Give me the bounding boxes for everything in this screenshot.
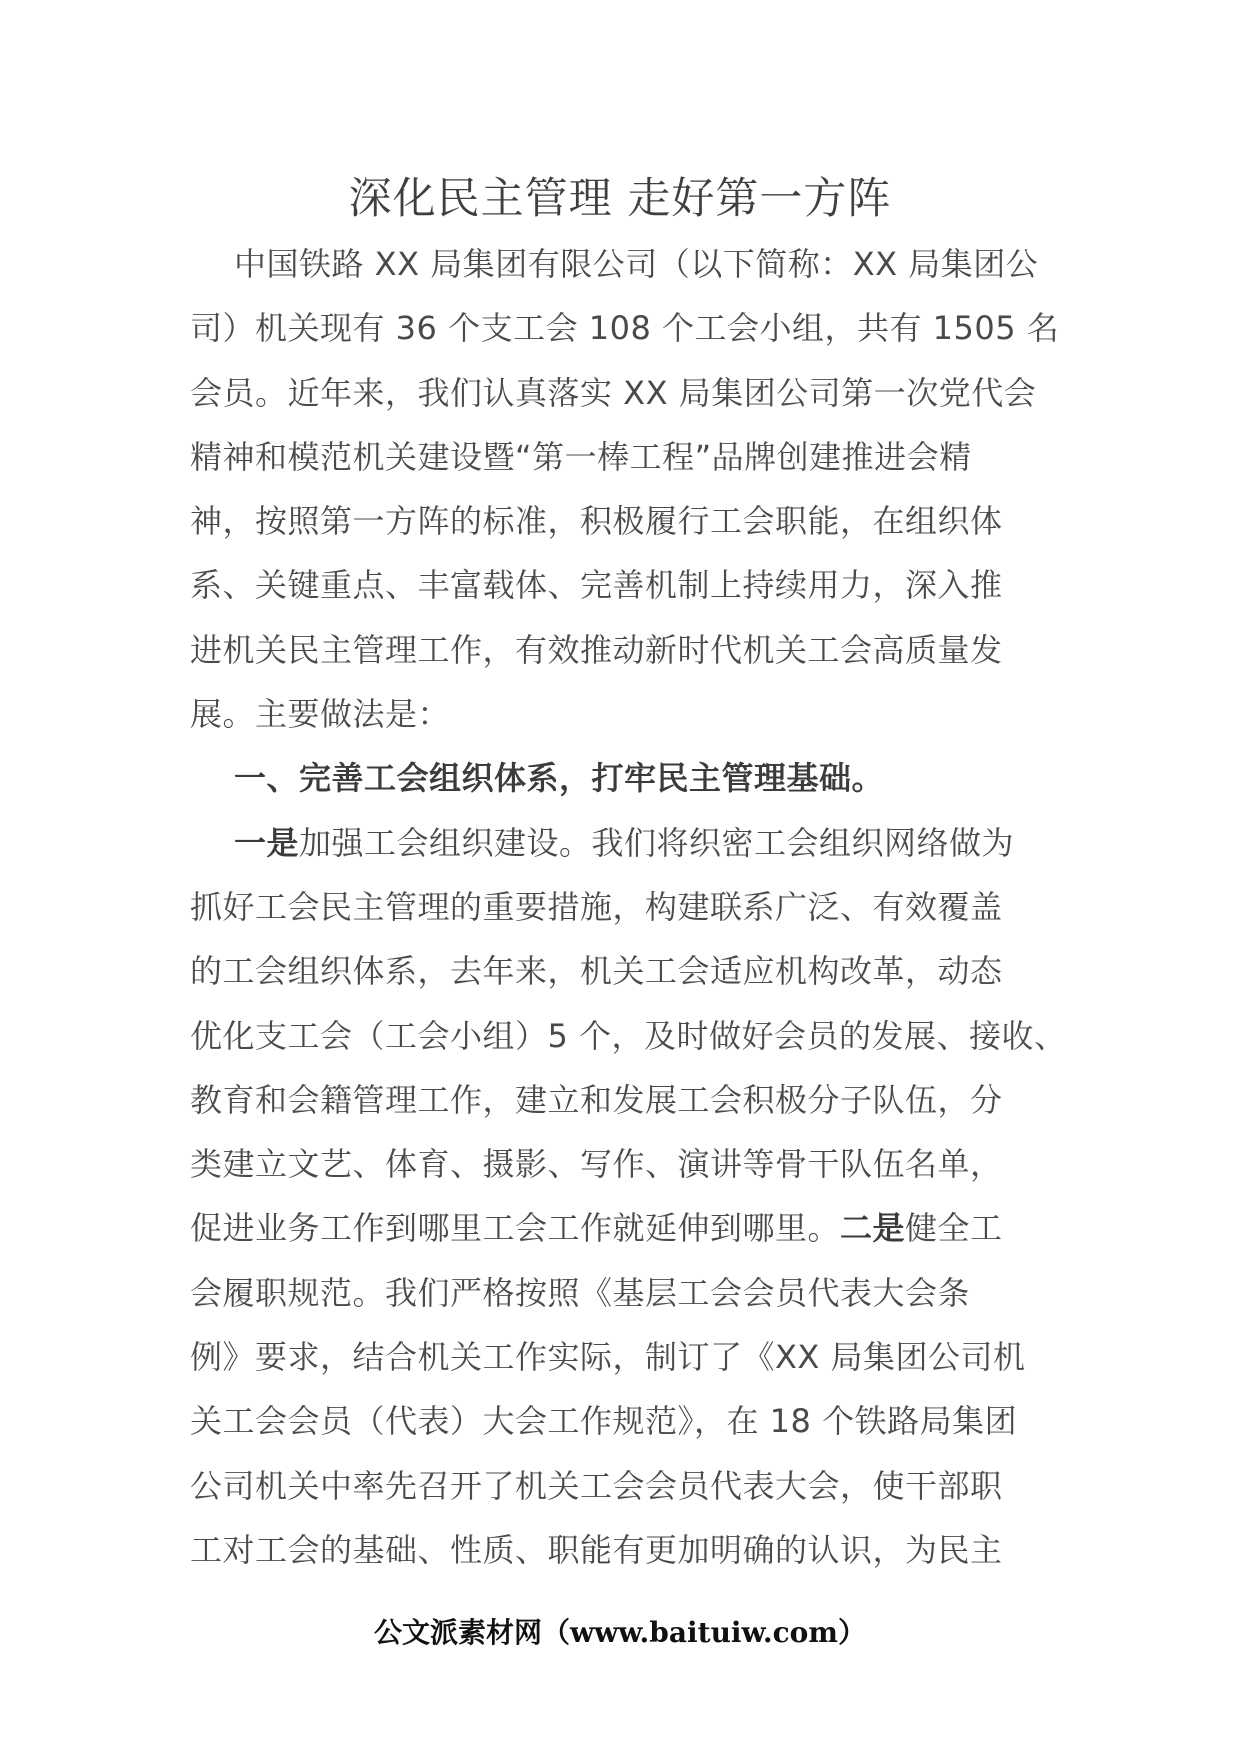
body-line: 公司机关中率先召开了机关工会会员代表大会，使干部职 xyxy=(190,1466,1003,1505)
body-line: 展。主要做法是： xyxy=(190,695,451,734)
body-line: 系、关键重点、丰富载体、完善机制上持续用力，深入推 xyxy=(190,566,1003,605)
body-line: 会履职规范。我们严格按照《基层工会会员代表大会条 xyxy=(190,1273,971,1312)
body-line: 关工会会员（代表）大会工作规范》，在 18 个铁路局集团 xyxy=(190,1402,1018,1441)
body-text-span: 健全工 xyxy=(905,1209,1003,1248)
footer-watermark: 公文派素材网（www.baituiw.com） xyxy=(374,1616,866,1649)
body-text-span: 加强工会组织建设。我们将织密工会组织网络做为 xyxy=(299,823,1015,862)
document-body xyxy=(190,232,1070,1582)
body-line: 例》要求，结合机关工作实际，制订了《XX 局集团公司机 xyxy=(190,1338,1026,1377)
body-line: 进机关民主管理工作，有效推动新时代机关工会高质量发 xyxy=(190,630,1003,669)
body-line: 会员。近年来，我们认真落实 XX 局集团公司第一次党代会 xyxy=(190,373,1037,412)
body-line: 抓好工会民主管理的重要措施，构建联系广泛、有效覆盖 xyxy=(190,887,1003,926)
bold-marker: 二是 xyxy=(840,1209,906,1248)
body-line: 中国铁路 XX 局集团有限公司（以下简称：XX 局集团公 xyxy=(234,245,1039,283)
body-line xyxy=(190,1196,1070,1260)
section-heading: 一、完善工会组织体系，打牢民主管理基础。 xyxy=(234,759,885,798)
body-line: 司）机关现有 36 个支工会 108 个工会小组，共有 1505 名 xyxy=(190,309,1060,348)
bold-marker: 一是 xyxy=(234,823,300,862)
body-line: 神，按照第一方阵的标准，积极履行工会职能，在组织体 xyxy=(190,502,1003,541)
body-line: 优化支工会（工会小组）5 个，及时做好会员的发展、接收、 xyxy=(190,1016,1067,1055)
body-line: 教育和会籍管理工作，建立和发展工会积极分子队伍，分 xyxy=(190,1080,1003,1119)
body-text-span: 促进业务工作到哪里工会工作就延伸到哪里。 xyxy=(190,1209,841,1248)
body-line: 的工会组织体系，去年来，机关工会适应机构改革，动态 xyxy=(190,952,1003,991)
body-line: 类建立文艺、体育、摄影、写作、演讲等骨干队伍名单， xyxy=(190,1145,1003,1184)
document-title: 深化民主管理 走好第一方阵 xyxy=(348,174,892,224)
body-line: 工对工会的基础、性质、职能有更加明确的认识，为民主 xyxy=(190,1530,1003,1569)
body-line: 精神和模范机关建设暨“第一棒工程”品牌创建推进会精 xyxy=(190,437,972,476)
body-line xyxy=(190,811,1070,875)
